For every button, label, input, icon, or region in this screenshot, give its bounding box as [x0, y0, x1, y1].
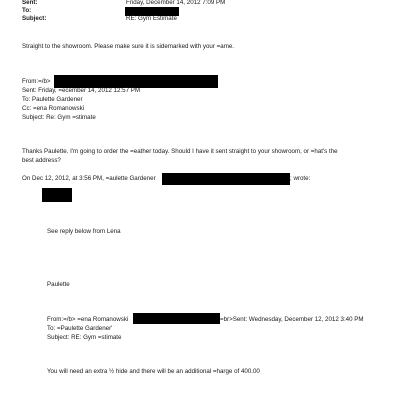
- fwd1-from: From:=/b>: [22, 78, 51, 85]
- para-line-1: Thanks Paulette. I'm going to order the =eather today. Should I have it sent straight to your showroom, or =hat's the: [22, 148, 338, 155]
- see-reply-line: See reply below from Lena: [47, 228, 121, 235]
- fwd2-from-prefix: From:=/b> =ena Romanowski: [47, 316, 129, 323]
- sent-label: Sent:: [22, 0, 38, 6]
- fwd1-sent: Sent: Friday, =ecember 14, 2012 12:57 PM: [22, 87, 141, 94]
- signature: Paulette: [47, 281, 70, 288]
- wrote-suffix: ; wrote:: [290, 175, 311, 182]
- redaction-box: [42, 188, 72, 202]
- fwd1-to: To: Paulette Gardener: [22, 96, 83, 103]
- fwd1-cc: Cc: =ena Romanowski: [22, 105, 85, 112]
- redaction-box: [133, 313, 220, 324]
- redaction-box: [162, 173, 290, 185]
- to-label: To:: [22, 7, 32, 14]
- para-line-2: best address?: [22, 157, 61, 164]
- last-line: You will need an extra ½ hide and there will be an additional =harge of 400.00: [47, 368, 260, 375]
- wrote-prefix: On Dec 12, 2012, at 3:56 PM, =aulette Gardener: [22, 175, 156, 182]
- fwd1-subject: Subject: Re: Gym =stimate: [22, 114, 96, 121]
- sent-value: Friday, December 14, 2012 7:09 PM: [126, 0, 226, 6]
- message-line: Straight to the showroom. Please make sure it is sidemarked with your =ame.: [22, 43, 235, 50]
- subject-label: Subject:: [22, 15, 47, 22]
- fwd2-from-suffix: =br>Sent: Wednesday, December 12, 2012 3:40 PM: [220, 316, 364, 323]
- subject-value: RE: Gym Estimate: [126, 15, 177, 22]
- fwd2-to: To: =Paulette Gardener': [47, 325, 113, 332]
- fwd2-subject: Subject: RE: Gym =stimate: [47, 334, 122, 341]
